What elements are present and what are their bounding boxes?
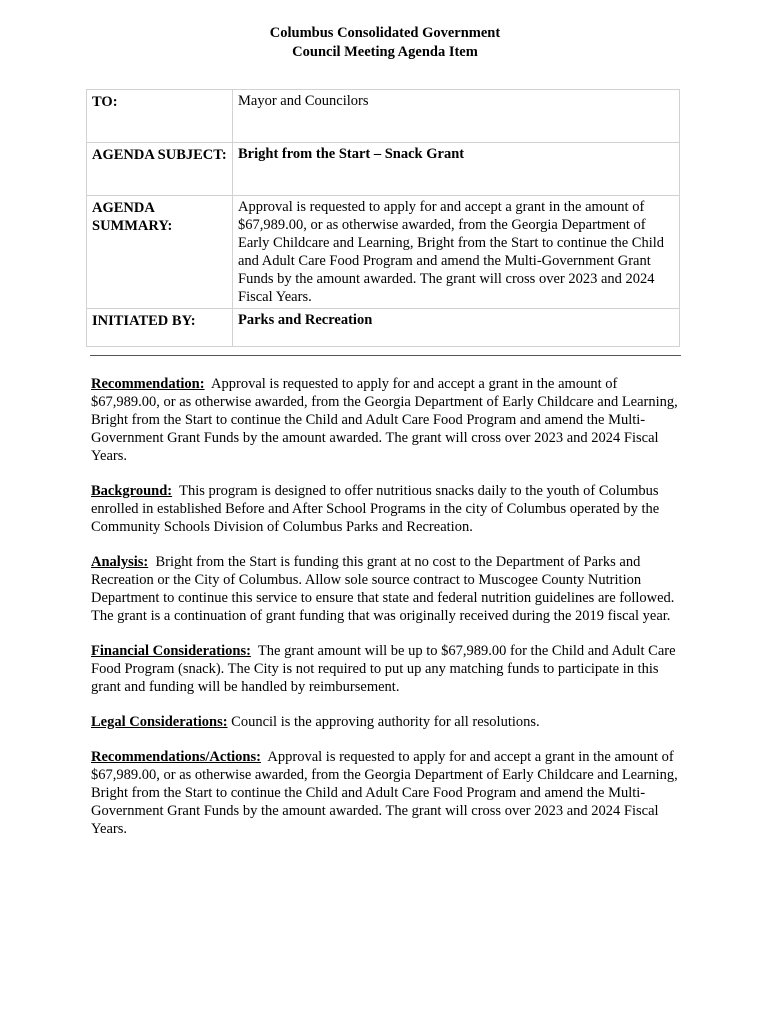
- initiated-by-value: Parks and Recreation: [233, 309, 680, 347]
- recommendations-actions-section: [91, 748, 681, 838]
- background-text: This program is designed to offer nutritious snacks daily to the youth of Columbus enrolled in established Before and After School Programs in the city of Columbus operated by the Community Schools Division of Columbus Parks and Recreation.: [91, 483, 660, 535]
- recommendations-actions-text: Approval is requested to apply for and accept a grant in the amount of $67,989.00, or as otherwise awarded, from the Georgia Department of Early Childcare and Learning, Bright from the Start to continue the Child and Adult Care Food Program and amend the Multi-Government Grant Funds by the amount awarded. The grant will cross over 2023 and 2024 Fiscal Years.: [91, 749, 678, 837]
- analysis-section: [91, 553, 681, 625]
- financial-considerations-heading: Financial Considerations:: [91, 643, 251, 659]
- government-name: Columbus Consolidated Government: [269, 25, 501, 41]
- legal-considerations-text: Council is the approving authority for all resolutions.: [231, 714, 540, 730]
- background-heading: Background:: [91, 483, 173, 499]
- agenda-summary-value: Approval is requested to apply for and accept a grant in the amount of $67,989.00, or as otherwise awarded, from the Georgia Department of Early Childcare and Learning, Bright from the Start to continue the Child and Adult Care Food Program and amend the Multi-Government Grant Funds by the amount awarded. The grant will cross over 2023 and 2024 Fiscal Years.: [233, 196, 680, 309]
- legal-considerations-section: [91, 713, 681, 731]
- to-label: TO:: [87, 90, 233, 143]
- agenda-info-table: [86, 89, 680, 347]
- agenda-summary-label: AGENDA SUMMARY:: [87, 196, 233, 309]
- recommendations-actions-heading: Recommendations/Actions:: [91, 749, 261, 765]
- table-row-agenda-summary: [87, 196, 680, 309]
- background-section: [91, 482, 681, 536]
- document-header: [0, 24, 770, 62]
- document-title: Council Meeting Agenda Item: [292, 44, 478, 60]
- agenda-subject-value: Bright from the Start – Snack Grant: [233, 143, 680, 196]
- section-divider: [90, 355, 681, 356]
- analysis-heading: Analysis:: [91, 554, 149, 570]
- financial-considerations-text: The grant amount will be up to $67,989.00 for the Child and Adult Care Food Program (snack). The City is not required to put up any matching funds to participate in this grant and funding will be handled by reimbursement.: [91, 643, 676, 695]
- table-row-to: [87, 90, 680, 143]
- financial-considerations-section: [91, 642, 681, 696]
- analysis-text: Bright from the Start is funding this grant at no cost to the Department of Parks and Recreation or the City of Columbus. Allow sole source contract to Muscogee County Nutrition Department to continue this service to ensure that state and federal nutrition guidelines are followed. The grant is a continuation of grant funding that was originally received during the 2019 fiscal year.: [91, 554, 675, 624]
- recommendation-heading: Recommendation:: [91, 376, 205, 392]
- to-value: Mayor and Councilors: [233, 90, 680, 143]
- document-body: [91, 375, 681, 855]
- initiated-by-label: INITIATED BY:: [87, 309, 233, 347]
- table-row-agenda-subject: [87, 143, 680, 196]
- recommendation-text: Approval is requested to apply for and accept a grant in the amount of $67,989.00, or as otherwise awarded, from the Georgia Department of Early Childcare and Learning, Bright from the Start to continue the Child and Adult Care Food Program and amend the Multi-Government Grant Funds by the amount awarded. The grant will cross over 2023 and 2024 Fiscal Years.: [91, 376, 678, 464]
- legal-considerations-heading: Legal Considerations:: [91, 714, 228, 730]
- table-row-initiated-by: [87, 309, 680, 347]
- agenda-subject-label: AGENDA SUBJECT:: [87, 143, 233, 196]
- recommendation-section: [91, 375, 681, 465]
